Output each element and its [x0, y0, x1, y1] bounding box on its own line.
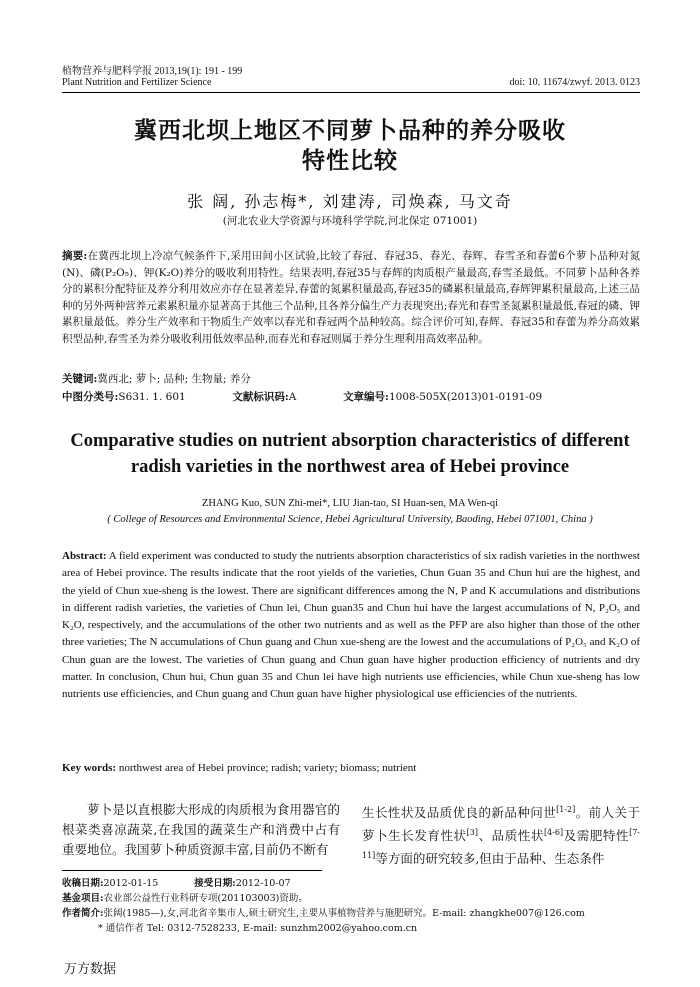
author-bio-label: 作者简介:: [62, 908, 104, 919]
header-rule: [62, 92, 640, 93]
accepted-date: 2012-10-07: [235, 878, 291, 889]
author-bio-text: 张阔(1985—),女,河北省辛集市人,硕士研究生,主要从事植物营养与施肥研究。E-mail: zhangkhe007@126.com: [103, 908, 585, 919]
article-no-label: 文章编号:: [343, 391, 389, 403]
dates-row: [62, 876, 642, 891]
body-text: 及需肥特性: [563, 828, 630, 844]
doc-code-label: 文献标识码:: [232, 391, 289, 403]
accepted-label: 接受日期:: [194, 878, 236, 889]
affiliation-cn: (河北农业大学资源与环境科学学院,河北保定 071001): [222, 215, 478, 227]
body-text: 生长性状及品质优良的新品种问世: [362, 805, 557, 821]
keywords-en: [62, 760, 640, 777]
author-bio-row: [62, 906, 642, 921]
footnotes: [62, 876, 642, 936]
body-text: 、品质性状: [477, 828, 544, 844]
citation-ref: [3]: [466, 828, 478, 838]
clc-value: S631. 1. 601: [118, 391, 186, 403]
body-text: 等方面的研究较多,但由于品种、生态条件: [375, 851, 605, 867]
fund-row: [62, 891, 642, 906]
body-column-left: 萝卜是以直根膨大形成的肉质根为食用器官的根菜类喜凉蔬菜,在我国的蔬菜生产和消费中占有重要地位。我国萝卜种质资源丰富,目前仍不断有: [62, 802, 340, 857]
title-cn-line2: 特性比较: [302, 148, 398, 174]
clc-label: 中图分类号:: [62, 391, 119, 403]
authors-cn: 张 阔, 孙志梅*, 刘建涛, 司焕森, 马文奇: [187, 192, 513, 211]
footnote-rule: [62, 870, 322, 871]
keywords-en-text: northwest area of Hebei province; radish; variety; biomass; nutrient: [118, 762, 417, 774]
keywords-en-label: Key words:: [62, 762, 117, 774]
article-no-value: 1008-505X(2013)01-0191-09: [388, 391, 543, 403]
journal-name-en: Plant Nutrition and Fertilizer Science: [62, 77, 212, 88]
fund-label: 基金项目:: [62, 893, 104, 904]
title-cn-line1: 冀西北坝上地区不同萝卜品种的养分吸收: [134, 118, 566, 144]
abstract-en-text: A field experiment was conducted to study the nutrients absorption characteristics of six radish varieties in the northwest area of Hebei province. The results indicate that the root yields of the varieties, Chun Guan 35 and Chun hui are the highest, and the yield of Chun xue-sheng is the lowest. There are significant differences among the N, P and K accumulations and distributions in different radish varieties, the varieties of Chun lei, Chun guan35 and Chun hui have the largest accumulations of N, P₂O₅ and K₂O, respectively, and the accumulations of the other two nutrients and as well as the PFP are also higher than those of the other three varieties; The N accumulations of Chun guang and Chun xue-sheng are the lowest and the accumulations of P₂O₅ and K₂O of Chun guan are the lowest. The varieties of Chun guang and Chun guan have higher production efficiency of nutrients and dry matter. In conclusion, Chun hui, Chun guan 35 and Chun lei have high nutrients use efficiencies, while Chun xue-sheng has low nutrients use efficiencies, and Chun guang and Chun guan have higher physiological use efficiencies of the nutrients.: [62, 550, 640, 701]
abstract-cn-label: 摘要:: [62, 250, 88, 262]
fund-text: 农业部公益性行业科研专项(201103003)资助。: [103, 893, 308, 904]
citation-ref: [4-6]: [543, 828, 564, 838]
authors-en: ZHANG Kuo, SUN Zhi-mei*, LIU Jian-tao, SI Huan-sen, MA Wen-qi: [201, 498, 499, 509]
keywords-cn-text: 冀西北; 萝卜; 品种; 生物量; 养分: [97, 373, 251, 385]
affiliation-en: ( College of Resources and Environmental Science, Hebei Agricultural University, Baoding, Hebei 071001, China ): [107, 514, 593, 525]
title-en-line1: Comparative studies on nutrient absorption characteristics of different: [70, 431, 630, 451]
watermark: 万方数据: [64, 962, 117, 977]
corresponding-author: * 通信作者 Tel: 0312-7528233, E-mail: sunzhm2002@yahoo.com.cn: [98, 923, 418, 934]
abstract-cn: [62, 248, 640, 366]
received-label: 收稿日期:: [62, 878, 104, 889]
classification-row: [62, 389, 640, 406]
title-en-line2: radish varieties in the northwest area of Hebei province: [130, 457, 570, 477]
keywords-cn: [62, 371, 640, 388]
corresponding-row: [62, 921, 642, 936]
doc-code-value: A: [288, 391, 297, 403]
keywords-cn-label: 关键词:: [62, 373, 98, 385]
abstract-en-label: Abstract:: [62, 550, 107, 562]
citation-ref: [7-11]: [362, 828, 640, 861]
citation-ref: [1-2]: [556, 805, 576, 814]
received-date: 2012-01-15: [103, 878, 159, 889]
body-column-right: [362, 800, 640, 869]
journal-citation-cn: 植物营养与肥料学报 2013,19(1): 191 - 199: [62, 66, 243, 77]
body-text: 。前人关于萝卜生长发育性状: [362, 805, 640, 844]
abstract-cn-text: 在冀西北坝上冷凉气候条件下,采用田间小区试验,比较了春冠、春冠35、春光、春辉、春雪圣和春蕾6个萝卜品种对氮(N)、磷(P₂O₅)、钾(K₂O)养分的吸收利用特性。结果表明,春冠35与春辉的肉质根产量最高,春雪圣最低。不同萝卜品种各养分的累积分配特征及养分利用效应亦存在显著差异,春蕾的氮累积量最高,春冠35的磷累积量最高,春辉钾累积量最高,上述三品种的另外两种营养元素累积量亦显著高于其他三个品种,且各养分偏生产力表现突出;春光和春雪圣氮累积量最低,春冠的磷、钾累积量最低。养分生产效率和干物质生产效率以春光和春冠两个品种较高。综合评价可知,春辉、春冠35和春蕾为养分高效累积型品种,春雪圣为养分吸收利用低效率品种,而春光和春冠则属于养分生理利用高效率品种。: [62, 250, 640, 345]
doi: doi: 10. 11674/zwyf. 2013. 0123: [509, 77, 640, 88]
abstract-en: [62, 548, 640, 756]
